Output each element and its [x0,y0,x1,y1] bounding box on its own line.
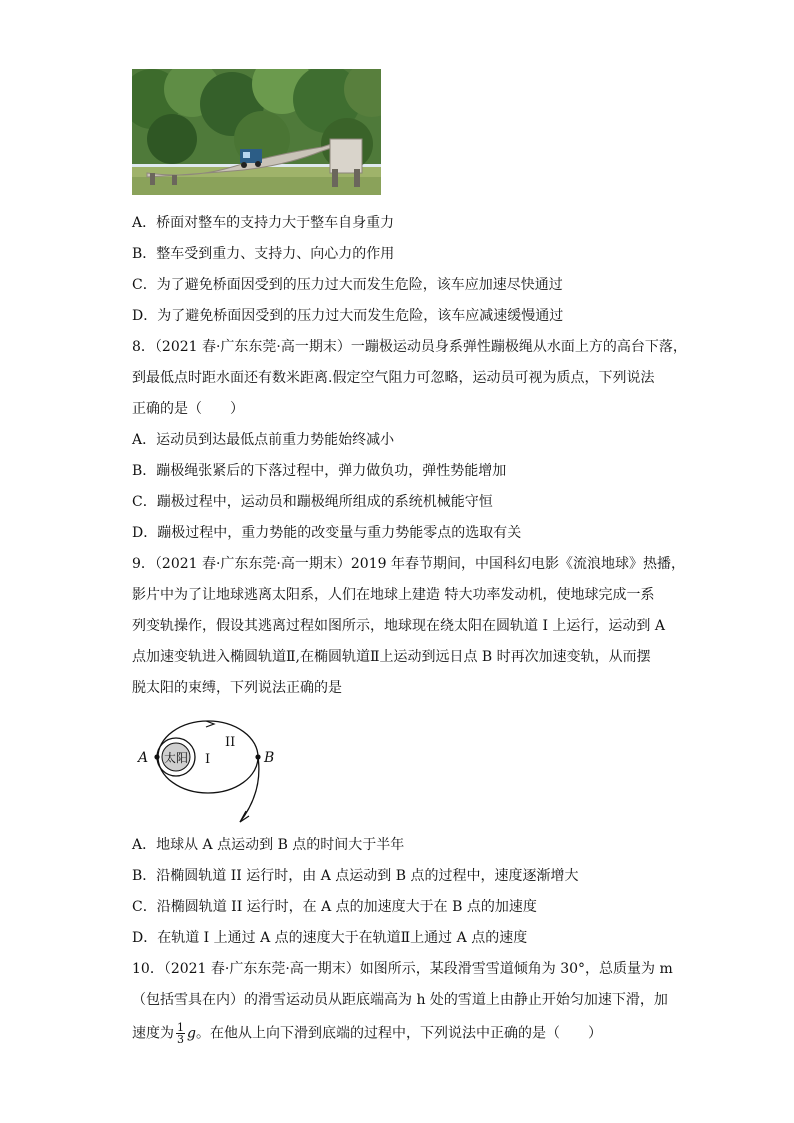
q9-stem-line-1: 9．（2021 春·广东东莞·高一期末）2019 年春节期间，中国科幻电影《流浪地球》热播， [132,556,685,572]
fraction-denominator: 3 [177,1033,184,1046]
point-a-label: A [138,750,149,766]
q8-option-c: C．蹦极过程中，运动员和蹦极绳所组成的系统机械能守恒 [132,494,493,510]
q8-option-b: B．蹦极绳张紧后的下落过程中，弹力做负功，弹性势能增加 [132,463,507,479]
q9-stem-line-5: 脱太阳的束缚，下列说法正确的是 [132,680,342,696]
fraction-one-third [176,1022,185,1045]
q10-stem-line-3 [132,1022,602,1045]
q10-stem-line-2: （包括雪具在内）的滑雪运动员从距底端高为 h 处的雪道上由静止开始匀加速下滑，加 [132,992,668,1008]
orbit-ii-label: II [225,735,236,750]
q8-option-a: A．运动员到达最低点前重力势能始终减小 [132,432,395,448]
q9-option-c: C．沿椭圆轨道 II 运行时，在 A 点的加速度大于在 B 点的加速度 [132,899,537,915]
q8-option-d: D．蹦极过程中，重力势能的改变量与重力势能零点的选取有关 [132,525,522,541]
q10-line3-prefix: 速度为 [132,1025,174,1042]
q10-line3-suffix: 。在他从上向下滑到底端的过程中，下列说法中正确的是（ ） [195,1025,602,1042]
q7-option-c: C．为了避免桥面因受到的压力过大而发生危险，该车应加速尽快通过 [132,277,563,293]
q7-option-d: D．为了避免桥面因受到的压力过大而发生危险，该车应减速缓慢通过 [132,308,564,324]
q8-stem-line-1: 8．（2021 春·广东东莞·高一期末）一蹦极运动员身系弹性蹦极绳从水面上方的高台下落， [132,339,687,355]
bridge-photo [132,69,381,195]
q7-option-a: A．桥面对整车的支持力大于整车自身重力 [132,215,395,231]
q9-stem-line-2: 影片中为了让地球逃离太阳系，人们在地球上建造 特大功率发动机，使地球完成一系 [132,587,655,603]
orbit-direction-arrow [206,721,214,727]
q9-option-b: B．沿椭圆轨道 II 运行时，由 A 点运动到 B 点的过程中，速度逐渐增大 [132,868,579,884]
point-b-label: B [264,750,275,766]
gravity-symbol: g [187,1025,196,1042]
q9-option-a: A．地球从 A 点运动到 B 点的时间大于半年 [132,837,405,853]
orbit-i-label: I [205,752,211,767]
q10-stem-line-1: 10．（2021 春·广东东莞·高一期末）如图所示，某段滑雪雪道倾角为 30°，总质量为 m [132,961,673,977]
point-a-dot [154,754,159,759]
q9-stem-line-4: 点加速变轨进入椭圆轨道Ⅱ,在椭圆轨道Ⅱ上运动到远日点 B 时再次加速变轨，从而摆 [132,649,651,665]
orbit-diagram [128,712,288,832]
q9-stem-line-3: 列变轨操作，假设其逃离过程如图所示，地球现在绕太阳在圆轨道 I 上运行，运动到 A [132,618,665,634]
q8-stem-line-3: 正确的是（ ） [132,401,244,417]
q7-option-b: B．整车受到重力、支持力、向心力的作用 [132,246,395,262]
fraction-numerator: 1 [177,1021,184,1034]
sun-label: 太阳 [163,751,189,765]
q8-stem-line-2: 到最低点时距水面还有数米距离.假定空气阻力可忽略，运动员可视为质点，下列说法 [132,370,655,386]
q9-option-d: D．在轨道 I 上通过 A 点的速度大于在轨道Ⅱ上通过 A 点的速度 [132,930,528,946]
